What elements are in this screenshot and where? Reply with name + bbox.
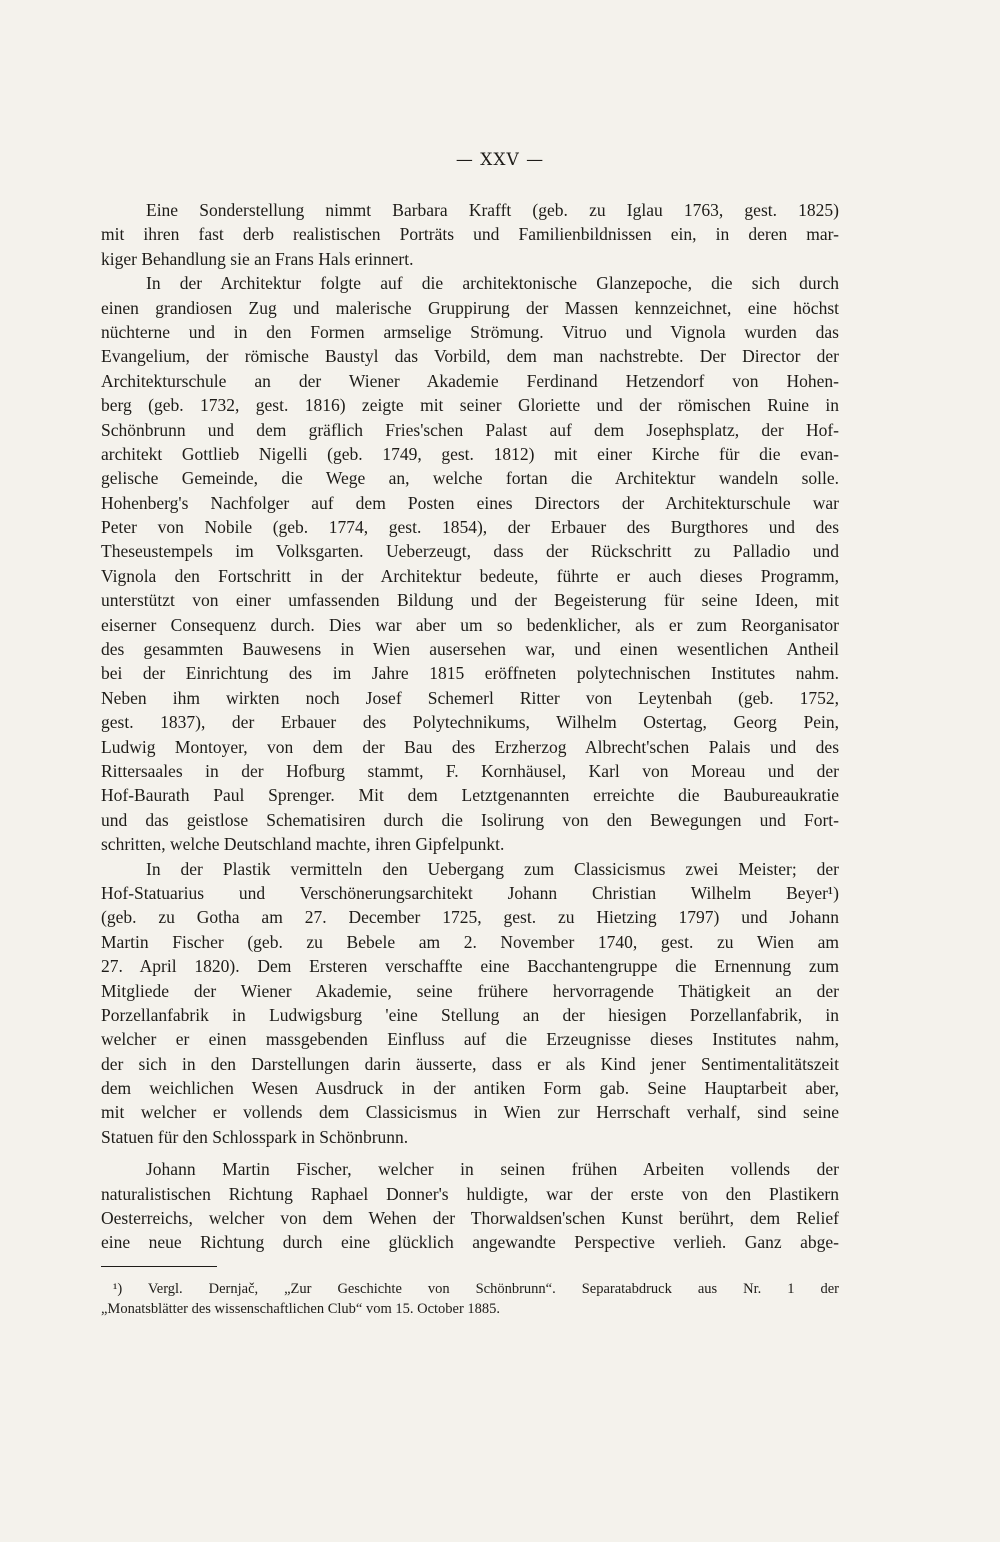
text-line: Vignola den Fortschritt in der Architektur bedeute, führte er auch dieses Programm,	[101, 565, 839, 586]
text-line: Peter von Nobile (geb. 1774, gest. 1854), der Erbauer des Burgthores und des	[101, 517, 839, 538]
text-line: (geb. zu Gotha am 27. December 1725, gest. zu Hietzing 1797) und Johann	[101, 907, 839, 928]
text-line: Eine Sonderstellung nimmt Barbara Krafft (geb. zu Iglau 1763, gest. 1825)	[146, 200, 839, 220]
text-line: gest. 1837), der Erbauer des Polytechnikums, Wilhelm Ostertag, Georg Pein,	[101, 712, 839, 733]
footnote-line: ¹) Vergl. Dernjač, „Zur Geschichte von Schönbrunn“. Separatabdruck aus Nr. 1 der	[113, 1281, 839, 1297]
text-line: Neben ihm wirkten noch Josef Schemerl Ritter von Leytenbah (geb. 1752,	[101, 687, 839, 708]
text-line: kiger Behandlung sie an Frans Hals erinnert.	[101, 248, 414, 269]
text-line: gelische Gemeinde, die Wege an, welche fortan die Architektur wandeln solle.	[101, 468, 839, 489]
text-line: Evangelium, der römische Baustyl das Vorbild, dem man nachstrebte. Der Director der	[101, 346, 839, 367]
footnote-line: „Monatsblätter des wissenschaftlichen Club“ vom 15. October 1885.	[101, 1301, 501, 1317]
text-line: naturalistischen Richtung Raphael Donner's huldigte, war der erste von den Plastikern	[101, 1183, 839, 1204]
text-line: berg (geb. 1732, gest. 1816) zeigte mit seiner Gloriette und der römischen Ruine in	[101, 395, 839, 416]
text-line: In der Plastik vermitteln den Uebergang zum Classicismus zwei Meister; der	[146, 858, 839, 879]
text-line: bei der Einrichtung des im Jahre 1815 eröffneten polytechnischen Institutes nahm.	[101, 663, 839, 684]
text-line: Hof-Statuarius und Verschönerungsarchitekt Johann Christian Wilhelm Beyer¹)	[101, 882, 839, 903]
text-line: nüchterne und in den Formen armselige Strömung. Vitruo und Vignola wurden das	[101, 321, 839, 342]
text-line: mit welcher er vollends dem Classicismus in Wien zur Herrschaft verhalf, sind seine	[101, 1102, 839, 1123]
text-line: Rittersaales in der Hofburg stammt, F. Kornhäusel, Karl von Moreau und der	[101, 760, 839, 781]
text-line: Johann Martin Fischer, welcher in seinen frühen Arbeiten vollends der	[146, 1159, 839, 1180]
text-line: unterstützt von einer umfassenden Bildung und der Begeisterung für seine Ideen, mit	[101, 590, 839, 611]
footnote	[101, 1279, 839, 1319]
text-line: des gesammten Bauwesens in Wien ausersehen war, und einen wesentlichen Antheil	[101, 639, 839, 660]
text-line: Porzellanfabrik in Ludwigsburg 'eine Stellung an der hiesigen Porzellanfabrik, in	[101, 1004, 839, 1025]
text-line: Ludwig Montoyer, von dem der Bau des Erzherzog Albrecht'schen Palais und des	[101, 736, 839, 757]
page-number-header: — XXV —	[455, 150, 545, 170]
text-line: Oesterreichs, welcher von dem Wehen der Thorwaldsen'schen Kunst berührt, dem Relief	[101, 1208, 839, 1229]
text-line: mit ihren fast derb realistischen Porträts und Familienbildnissen ein, in deren mar-	[101, 224, 839, 245]
text-line: welcher er einen massgebenden Einfluss auf die Erzeugnisse dieses Institutes nahm,	[101, 1029, 839, 1050]
text-line: architekt Gottlieb Nigelli (geb. 1749, gest. 1812) mit einer Kirche für die evan-	[101, 443, 839, 464]
text-line: dem weichlichen Wesen Ausdruck in der antiken Form gab. Seine Hauptarbeit aber,	[101, 1078, 839, 1099]
text-line: Schönbrunn und dem gräflich Fries'schen Palast auf dem Josephsplatz, der Hof-	[101, 419, 839, 440]
text-line: 27. April 1820). Dem Ersteren verschaffte eine Bacchantengruppe die Ernennung zum	[101, 956, 839, 977]
footnote-rule	[101, 1266, 217, 1267]
text-line: Architekturschule an der Wiener Akademie Ferdinand Hetzendorf von Hohen-	[101, 370, 839, 391]
text-line: der sich in den Darstellungen darin äusserte, dass er als Kind jener Sentimentalitätszeit	[101, 1053, 839, 1074]
body-text	[101, 198, 839, 1255]
text-line: und das geistlose Schematisiren durch die Isolirung von den Bewegungen und Fort-	[101, 809, 839, 830]
text-line: Mitgliede der Wiener Akademie, seine frühere hervorragende Thätigkeit an der	[101, 980, 839, 1001]
text-line: einen grandiosen Zug und malerische Gruppirung der Massen kennzeichnet, eine höchst	[101, 297, 839, 318]
text-line: eine neue Richtung durch eine glücklich angewandte Perspective verlieh. Ganz abge-	[101, 1232, 839, 1253]
text-line: Theseustempels im Volksgarten. Ueberzeugt, dass der Rückschritt zu Palladio und	[101, 541, 839, 562]
text-line: Hof-Baurath Paul Sprenger. Mit dem Letztgenannten erreichte die Baubureaukratie	[101, 785, 839, 806]
text-line: Hohenberg's Nachfolger auf dem Posten eines Directors der Architekturschule war	[101, 492, 839, 513]
text-line: eiserner Consequenz durch. Dies war aber um so bedenklicher, als er zum Reorganisator	[101, 614, 839, 635]
text-line: schritten, welche Deutschland machte, ihren Gipfelpunkt.	[101, 834, 505, 855]
text-line: In der Architektur folgte auf die architektonische Glanzepoche, die sich durch	[146, 273, 839, 294]
text-line: Martin Fischer (geb. zu Bebele am 2. November 1740, gest. zu Wien am	[101, 931, 839, 952]
text-line: Statuen für den Schlosspark in Schönbrunn.	[101, 1126, 409, 1147]
